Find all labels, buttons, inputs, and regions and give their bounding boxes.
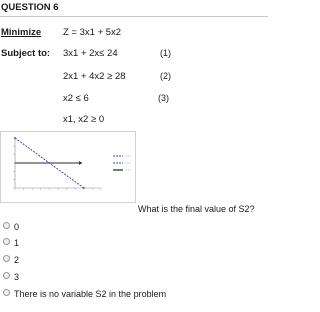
- series-1-point: [83, 187, 85, 189]
- chart-canvas: [1, 132, 135, 202]
- option-2[interactable]: [3, 255, 19, 265]
- radio-button[interactable]: [3, 238, 10, 245]
- option-label: 0: [14, 222, 20, 232]
- option-label: There is no variable S2 in the problem: [14, 289, 167, 299]
- radio-button[interactable]: [3, 255, 10, 262]
- question-title: QUESTION 6: [1, 2, 59, 13]
- constraint-2-number: (2): [160, 71, 171, 81]
- constraint-1-number: (1): [160, 48, 171, 58]
- minimize-label: Minimize: [1, 27, 42, 38]
- radio-button[interactable]: [3, 289, 10, 296]
- feasible-region-chart: [0, 131, 136, 203]
- option-label: 1: [14, 238, 20, 248]
- constraint-1: 3x1 + 2x≤ 24: [63, 48, 118, 59]
- subject-to-label: Subject to:: [1, 48, 51, 59]
- constraint-2: 2x1 + 4x2 ≥ 28: [63, 71, 126, 82]
- radio-button[interactable]: [3, 222, 10, 229]
- option-0[interactable]: [3, 222, 19, 232]
- option-label: 3: [14, 272, 20, 282]
- series-1-point: [14, 137, 16, 139]
- title-divider: [0, 16, 268, 17]
- option-1[interactable]: [3, 238, 19, 248]
- option-label: 2: [14, 255, 20, 265]
- radio-button[interactable]: [3, 272, 10, 279]
- objective-function: Z = 3x1 + 5x2: [63, 27, 122, 38]
- constraint-3-number: (3): [158, 93, 169, 103]
- constraint-3: x2 ≤ 6: [63, 93, 89, 104]
- option-no-variable[interactable]: [3, 289, 166, 299]
- series-2-arrowhead: [79, 161, 82, 165]
- question-prompt: What is the final value of S2?: [138, 204, 255, 214]
- option-3[interactable]: [3, 272, 19, 282]
- constraint-nonnegativity: x1, x2 ≥ 0: [63, 114, 105, 125]
